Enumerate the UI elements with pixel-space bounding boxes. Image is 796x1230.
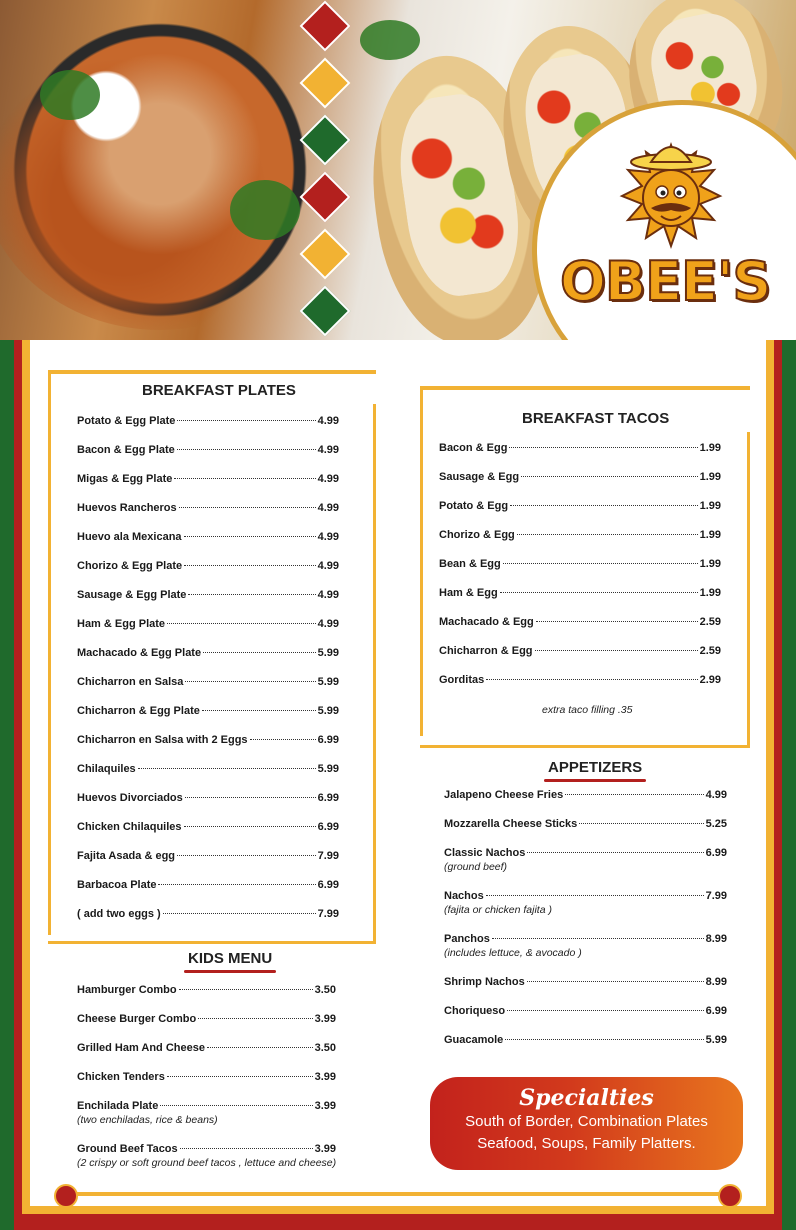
menu-item-name: Guacamole	[444, 1034, 504, 1046]
taco-filling-note: extra taco filling .35	[542, 704, 633, 716]
menu-item	[77, 734, 339, 746]
dot-leader	[185, 797, 316, 798]
menu-item-price: 7.99	[705, 890, 727, 902]
menu-item-price: 5.99	[317, 705, 339, 717]
menu-item-price: 7.99	[317, 908, 339, 920]
dot-leader	[207, 1047, 313, 1048]
menu-item-name: Chicharron & Egg	[439, 645, 533, 657]
dot-leader	[203, 652, 315, 653]
menu-item-name: Chicken Tenders	[77, 1071, 165, 1083]
dot-leader	[177, 855, 316, 856]
menu-item-name: Chilaquiles	[77, 763, 136, 775]
menu-item-name: Chicharron & Egg Plate	[77, 705, 200, 717]
menu-item-price: 4.99	[317, 444, 339, 456]
breakfast-plates-title: BREAKFAST PLATES	[142, 382, 296, 399]
menu-item-name: Nachos	[444, 890, 484, 902]
menu-item-name: Enchilada Plate	[77, 1100, 159, 1112]
menu-item-name: Panchos	[444, 933, 490, 945]
menu-item-price: 3.99	[314, 1143, 336, 1155]
dot-leader	[505, 1039, 703, 1040]
menu-item	[77, 676, 339, 688]
dot-leader	[180, 1148, 313, 1149]
menu-item	[439, 471, 721, 483]
menu-item-price: 1.99	[699, 558, 721, 570]
menu-item-name: Huevos Rancheros	[77, 502, 177, 514]
menu-item-name: Ground Beef Tacos	[77, 1143, 178, 1155]
chilaquiles-photo	[0, 10, 340, 330]
menu-item	[444, 1034, 727, 1046]
menu-item-price: 1.99	[699, 500, 721, 512]
decorative-dot	[54, 1184, 78, 1208]
menu-item	[439, 558, 721, 570]
dot-leader	[579, 823, 703, 824]
menu-item-price: 2.59	[699, 645, 721, 657]
specialties-line-2: Seafood, Soups, Family Platters.	[477, 1135, 696, 1152]
dot-leader	[184, 826, 316, 827]
dot-leader	[167, 623, 316, 624]
decorative-dot	[718, 1184, 742, 1208]
menu-item-price: 2.99	[699, 674, 721, 686]
cilantro-garnish	[360, 20, 420, 60]
menu-item	[77, 984, 336, 996]
dot-leader	[138, 768, 316, 769]
menu-item	[77, 589, 339, 601]
menu-item-price: 8.99	[705, 933, 727, 945]
menu-item	[77, 705, 339, 717]
menu-item	[439, 529, 721, 541]
cilantro-garnish	[40, 70, 100, 120]
menu-item-name: Sausage & Egg	[439, 471, 520, 483]
menu-item-price: 5.99	[317, 647, 339, 659]
menu-item	[77, 531, 339, 543]
breakfast-tacos-title: BREAKFAST TACOS	[522, 410, 670, 427]
menu-item-name: Ham & Egg Plate	[77, 618, 166, 630]
menu-item-price: 2.59	[699, 616, 721, 628]
menu-item	[77, 879, 339, 891]
menu-item	[77, 1143, 336, 1155]
menu-item-price: 1.99	[699, 587, 721, 599]
menu-item	[444, 818, 727, 830]
menu-item	[444, 847, 727, 859]
sombrero-sun-mascot-icon	[616, 140, 726, 250]
menu-item	[77, 792, 339, 804]
dot-leader	[250, 739, 316, 740]
menu-item	[77, 1071, 336, 1083]
menu-item	[77, 908, 339, 920]
menu-item-note: (fajita or chicken fajita )	[444, 904, 552, 916]
decorative-diamonds	[300, 8, 350, 340]
menu-item	[439, 645, 721, 657]
menu-item-name: Bacon & Egg	[439, 442, 508, 454]
menu-item-price: 7.99	[317, 850, 339, 862]
menu-item-price: 6.99	[705, 847, 727, 859]
menu-item-price: 6.99	[317, 734, 339, 746]
menu-item-price: 3.50	[314, 984, 336, 996]
menu-item-name: Chicharron en Salsa	[77, 676, 184, 688]
menu-item-price: 5.25	[705, 818, 727, 830]
dot-leader	[167, 1076, 313, 1077]
menu-item-price: 3.99	[314, 1071, 336, 1083]
menu-item-note: (2 crispy or soft ground beef tacos , lettuce and cheese)	[77, 1157, 337, 1169]
dot-leader	[185, 681, 315, 682]
menu-item	[444, 1005, 727, 1017]
menu-item	[77, 763, 339, 775]
menu-item-price: 4.99	[317, 589, 339, 601]
menu-item-name: Huevos Divorciados	[77, 792, 183, 804]
specialties-banner	[430, 1077, 743, 1170]
dot-leader	[177, 449, 316, 450]
specialties-line-1: South of Border, Combination Plates	[465, 1113, 708, 1130]
dot-leader	[198, 1018, 312, 1019]
dot-leader	[179, 507, 316, 508]
menu-item-price: 6.99	[317, 821, 339, 833]
menu-item-price: 3.99	[314, 1013, 336, 1025]
menu-item-price: 3.50	[314, 1042, 336, 1054]
dot-leader	[179, 989, 313, 990]
menu-item-name: Machacado & Egg	[439, 616, 534, 628]
menu-item-name: Chicken Chilaquiles	[77, 821, 182, 833]
menu-item-name: Mozzarella Cheese Sticks	[444, 818, 578, 830]
header-photo-banner	[0, 0, 796, 340]
menu-item	[439, 616, 721, 628]
menu-item	[77, 502, 339, 514]
menu-item-price: 6.99	[317, 792, 339, 804]
dot-leader	[163, 913, 316, 914]
dot-leader	[509, 447, 697, 448]
menu-item	[77, 618, 339, 630]
dot-leader	[184, 536, 316, 537]
menu-item-name: Jalapeno Cheese Fries	[444, 789, 564, 801]
menu-item-price: 5.99	[705, 1034, 727, 1046]
menu-item-name: Migas & Egg Plate	[77, 473, 173, 485]
menu-item	[77, 1042, 336, 1054]
menu-item-name: Cheese Burger Combo	[77, 1013, 197, 1025]
dot-leader	[177, 420, 315, 421]
menu-item	[77, 1100, 336, 1112]
specialties-title: Specialties	[519, 1085, 654, 1111]
menu-item-price: 6.99	[317, 879, 339, 891]
menu-item-price: 4.99	[317, 618, 339, 630]
dot-leader	[510, 505, 698, 506]
menu-item-price: 6.99	[705, 1005, 727, 1017]
menu-item-name: Huevo ala Mexicana	[77, 531, 182, 543]
menu-item-price: 4.99	[705, 789, 727, 801]
menu-item-name: Chicharron en Salsa with 2 Eggs	[77, 734, 248, 746]
menu-item-name: Potato & Egg Plate	[77, 415, 176, 427]
dot-leader	[202, 710, 316, 711]
menu-item-name: Fajita Asada & egg	[77, 850, 176, 862]
menu-item-name: Chorizo & Egg	[439, 529, 515, 541]
menu-item-name: Chorizo & Egg Plate	[77, 560, 183, 572]
menu-item-price: 1.99	[699, 442, 721, 454]
menu-item-price: 5.99	[317, 763, 339, 775]
menu-item	[77, 444, 339, 456]
menu-item-note: (two enchiladas, rice & beans)	[77, 1114, 218, 1126]
menu-item-name: Machacado & Egg Plate	[77, 647, 202, 659]
menu-item	[439, 442, 721, 454]
kids-menu-title: KIDS MENU	[188, 950, 273, 967]
menu-item-name: Ham & Egg	[439, 587, 498, 599]
menu-item-name: ( add two eggs )	[77, 908, 161, 920]
menu-item	[444, 890, 727, 902]
menu-item-name: Bean & Egg	[439, 558, 501, 570]
menu-item-name: Hamburger Combo	[77, 984, 177, 996]
dot-leader	[500, 592, 698, 593]
menu-item-name: Grilled Ham And Cheese	[77, 1042, 205, 1054]
dot-leader	[535, 650, 698, 651]
menu-item	[77, 821, 339, 833]
menu-item	[77, 850, 339, 862]
menu-item-price: 1.99	[699, 471, 721, 483]
menu-item-price: 4.99	[317, 560, 339, 572]
menu-item	[444, 933, 727, 945]
dot-leader	[517, 534, 698, 535]
menu-item-price: 4.99	[317, 473, 339, 485]
menu-item-price: 4.99	[317, 531, 339, 543]
menu-item-price: 4.99	[317, 502, 339, 514]
menu-item-price: 1.99	[699, 529, 721, 541]
menu-item-name: Shrimp Nachos	[444, 976, 525, 988]
dot-leader	[492, 938, 704, 939]
menu-item-price: 3.99	[314, 1100, 336, 1112]
menu-item	[439, 500, 721, 512]
menu-item-price: 5.99	[317, 676, 339, 688]
menu-item	[439, 674, 721, 686]
menu-item	[439, 587, 721, 599]
dot-leader	[527, 981, 704, 982]
menu-item	[77, 473, 339, 485]
dot-leader	[486, 679, 697, 680]
dot-leader	[486, 895, 704, 896]
menu-item	[444, 976, 727, 988]
dot-leader	[503, 563, 698, 564]
dot-leader	[160, 1105, 312, 1106]
dot-leader	[174, 478, 315, 479]
brand-logo: OBEE'S	[560, 250, 771, 313]
cilantro-garnish	[230, 180, 300, 240]
menu-item-note: (ground beef)	[444, 861, 508, 873]
dot-leader	[527, 852, 703, 853]
breakfast-plates-box-edge	[48, 404, 376, 944]
menu-item-name: Classic Nachos	[444, 847, 526, 859]
menu-item	[444, 789, 727, 801]
dot-leader	[507, 1010, 703, 1011]
menu-item	[77, 647, 339, 659]
menu-item-name: Gorditas	[439, 674, 485, 686]
menu-item-note: (includes lettuce, & avocado )	[444, 947, 582, 959]
menu-item-name: Potato & Egg	[439, 500, 509, 512]
dot-leader	[536, 621, 698, 622]
menu-item	[77, 1013, 336, 1025]
menu-item	[77, 560, 339, 572]
menu-item-name: Sausage & Egg Plate	[77, 589, 187, 601]
menu-item-name: Barbacoa Plate	[77, 879, 157, 891]
menu-item-name: Bacon & Egg Plate	[77, 444, 175, 456]
menu-item-price: 4.99	[317, 415, 339, 427]
dot-leader	[188, 594, 315, 595]
dot-leader	[521, 476, 698, 477]
menu-item	[77, 415, 339, 427]
appetizers-title: APPETIZERS	[548, 759, 643, 776]
dot-leader	[158, 884, 315, 885]
dot-leader	[184, 565, 315, 566]
dot-leader	[565, 794, 703, 795]
menu-item-name: Choriqueso	[444, 1005, 506, 1017]
menu-item-price: 8.99	[705, 976, 727, 988]
